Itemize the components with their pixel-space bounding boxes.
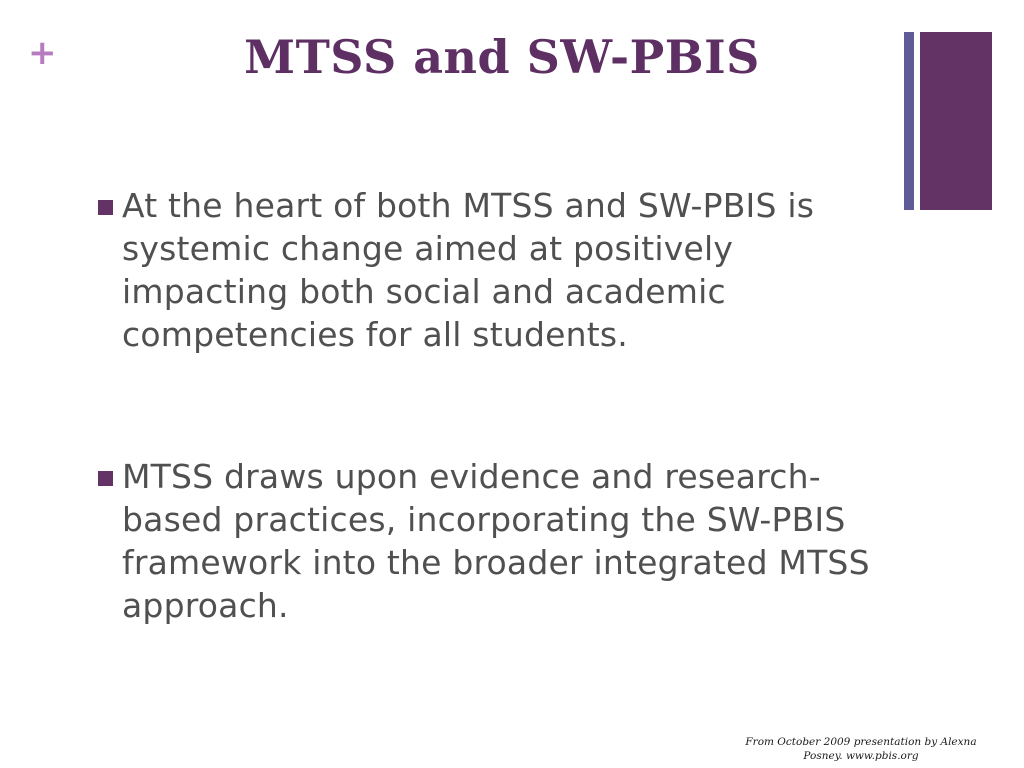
bullet-item <box>96 184 876 356</box>
source-citation: From October 2009 presentation by Alexna Posney. www.pbis.org <box>745 736 977 762</box>
square-bullet-icon <box>98 471 113 486</box>
square-bullet-icon <box>98 200 113 215</box>
slide-title: MTSS and SW-PBIS <box>244 30 760 84</box>
bullet-item <box>96 455 876 627</box>
accent-bar-thick <box>920 32 992 210</box>
bullet-text: At the heart of both MTSS and SW-PBIS is systemic change aimed at positively impacting both social and academic competencies for all students. <box>122 186 815 354</box>
plus-icon: + <box>28 33 57 73</box>
bullet-text: MTSS draws upon evidence and research-based practices, incorporating the SW-PBIS framework into the broader integrated MTSS approach. <box>122 457 870 625</box>
bullet-list <box>96 184 876 627</box>
accent-bar-thin <box>904 32 914 210</box>
